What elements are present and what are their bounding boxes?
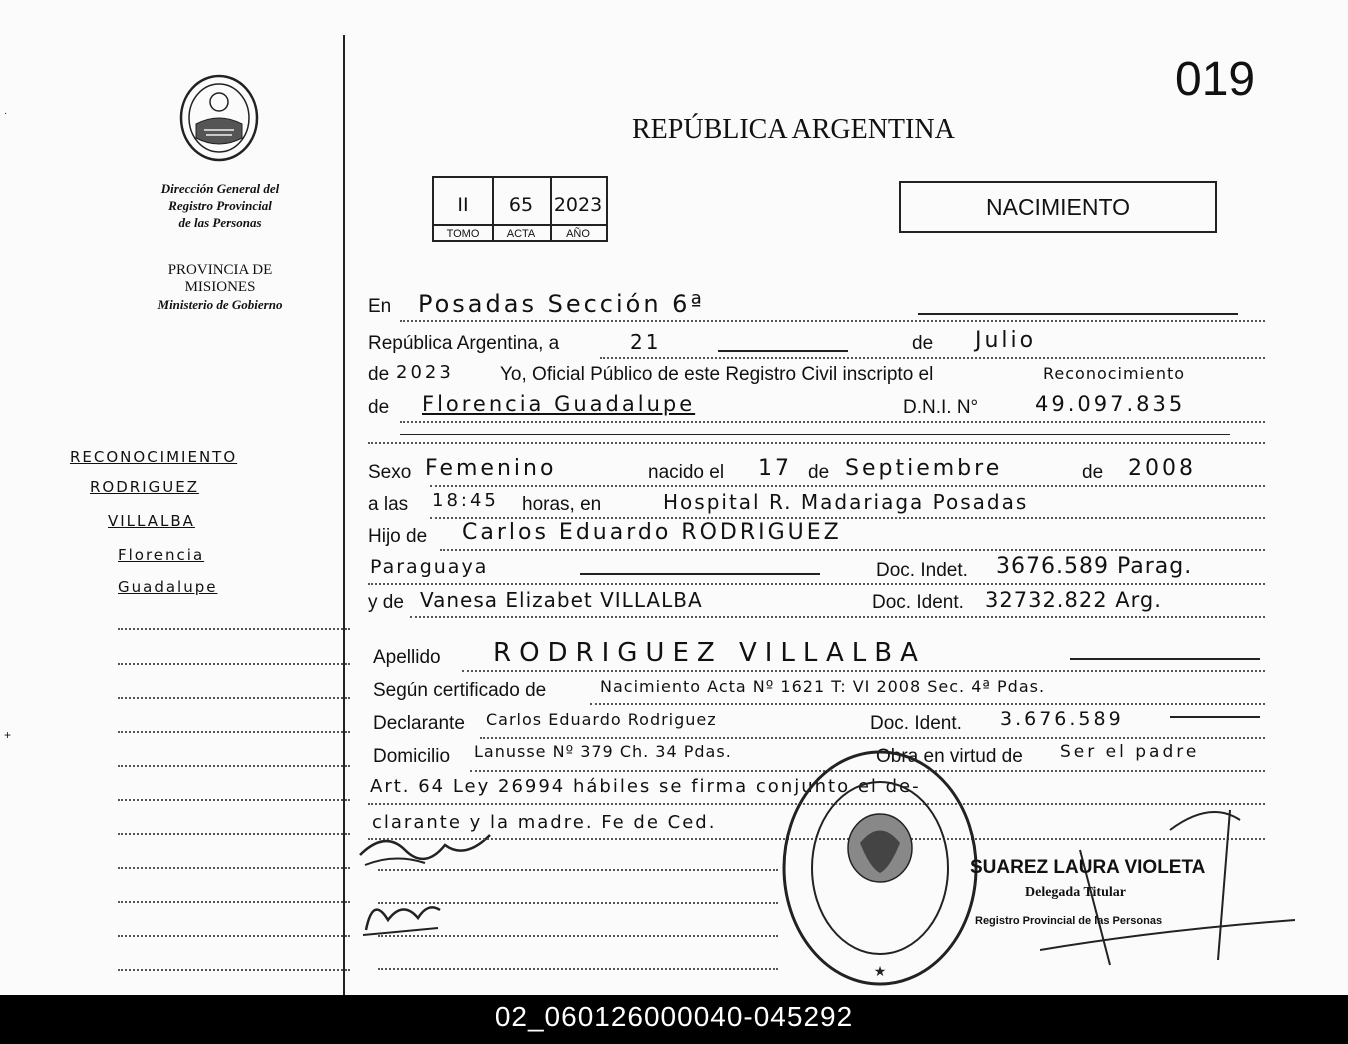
dotted-line (378, 968, 778, 970)
svg-text:★: ★ (873, 964, 887, 980)
agency-line-3: de las Personas (178, 215, 262, 230)
en-label: En (368, 296, 392, 317)
ministry-line: Ministerio de Gobierno (157, 297, 283, 312)
province-line-2: MISIONES (184, 279, 256, 295)
officer-role: Delegada Titular (1025, 885, 1126, 900)
birth-place: Hospital R. Madariaga Posadas (663, 490, 1029, 514)
dotted-line (400, 320, 1265, 322)
legal-note-1: Art. 64 Ley 26994 hábiles se firma conjunto el de- (370, 776, 921, 797)
de-label: de (368, 364, 390, 385)
year-value: 2023 (396, 362, 454, 383)
father-doc-label: Doc. Indet. (876, 560, 968, 581)
acta-label: ACTA (492, 224, 550, 242)
dotted-line (368, 442, 1265, 444)
acta-value: 65 (508, 194, 534, 216)
father-nationality: Paraguaya (370, 556, 489, 578)
registry-box (432, 176, 608, 242)
declarante-label: Declarante (373, 713, 465, 734)
nacido-label: nacido el (648, 462, 725, 483)
birth-time: 18:45 (432, 490, 499, 511)
hijo-label: Hijo de (368, 526, 428, 547)
sexo-value: Femenino (425, 456, 557, 481)
marginal-note-1: RECONOCIMIENTO (70, 448, 238, 466)
record-type: NACIMIENTO (986, 194, 1130, 220)
dotted-line (480, 737, 1265, 739)
edge-mark: + (4, 728, 12, 742)
official-text: Yo, Oficial Público de este Registro Civil inscripto el (500, 364, 934, 385)
address-value: Lanusse Nº 379 Ch. 34 Pdas. (474, 742, 732, 761)
fill-line (580, 573, 820, 575)
left-dotted-line (118, 697, 350, 699)
anio-value: 2023 (553, 194, 603, 216)
marginal-note-3: VILLALBA (108, 512, 195, 530)
agency-line-1: Dirección General del (160, 181, 280, 196)
dotted-line (378, 935, 778, 937)
left-dotted-line (118, 901, 350, 903)
mother-name: Vanesa Elizabet VILLALBA (420, 588, 703, 612)
fill-line (1070, 658, 1260, 660)
declarant-doc-label: Doc. Ident. (870, 713, 962, 734)
left-dotted-line (118, 731, 350, 733)
obra-label: Obra en virtud de (876, 746, 1023, 767)
day-value: 21 (630, 330, 662, 354)
dotted-line (378, 869, 778, 871)
dotted-line (440, 549, 1265, 551)
left-dotted-line (118, 628, 350, 630)
vertical-divider (343, 35, 345, 995)
dotted-line (430, 485, 1265, 487)
birth-day: 17 (758, 456, 792, 481)
dotted-line (430, 517, 1265, 519)
record-type-box (899, 181, 1217, 233)
obra-value: Ser el padre (1060, 742, 1200, 762)
dni-label: D.N.I. N° (903, 397, 979, 418)
inscription-value: Reconocimiento (1043, 364, 1186, 383)
officer-office: Registro Provincial de las Personas (975, 915, 1163, 927)
dotted-line (410, 616, 1265, 618)
left-dotted-line (118, 765, 350, 767)
document-id-footer (0, 995, 1348, 1044)
left-dotted-line (118, 969, 350, 971)
birth-month: Septiembre (845, 456, 1003, 481)
child-name: Florencia Guadalupe (422, 392, 696, 416)
left-dotted-line (118, 833, 350, 835)
month-value: Julio (975, 328, 1037, 353)
country-title: REPÚBLICA ARGENTINA (632, 114, 955, 145)
mother-doc-label: Doc. Ident. (872, 592, 964, 613)
folio-number: 019 (1175, 53, 1256, 106)
left-dotted-line (118, 935, 350, 937)
fill-line (918, 313, 1238, 315)
tomo-label: TOMO (434, 224, 492, 242)
surname-value: RODRIGUEZ VILLALBA (493, 638, 926, 668)
rep-label: República Argentina, a (368, 333, 560, 354)
dotted-line (462, 670, 1265, 672)
dotted-line (600, 357, 1265, 359)
marginal-note-2: RODRIGUEZ (90, 478, 199, 496)
dni-value: 49.097.835 (1035, 392, 1186, 416)
father-doc: 3676.589 Parag. (996, 554, 1193, 579)
apellido-label: Apellido (373, 647, 441, 668)
segun-label: Según certificado de (373, 680, 547, 701)
fill-line (400, 434, 1230, 435)
sexo-label: Sexo (368, 462, 412, 483)
alas-label: a las (368, 494, 409, 515)
left-dotted-line (118, 799, 350, 801)
horas-label: horas, en (522, 494, 602, 515)
marginal-note-5: Guadalupe (118, 578, 218, 596)
agency-line-2: Registro Provincial (168, 198, 272, 213)
signature-scribble (358, 890, 448, 940)
dotted-line (590, 703, 1265, 705)
de-label: de (808, 462, 830, 483)
de-label: de (368, 397, 390, 418)
father-name: Carlos Eduardo RODRIGUEZ (462, 520, 842, 545)
domicilio-label: Domicilio (373, 746, 451, 767)
declarant-doc: 3.676.589 (1000, 708, 1124, 730)
de-label: de (1082, 462, 1104, 483)
document-id: 02_060126000040-045292 (494, 1001, 854, 1032)
official-seal-stamp (780, 748, 980, 988)
fill-line (1170, 716, 1260, 718)
declarant-name: Carlos Eduardo Rodriguez (486, 710, 717, 729)
de-label: de (912, 333, 934, 354)
birth-year: 2008 (1128, 456, 1196, 481)
anio-label: AÑO (550, 224, 606, 242)
marginal-note-4: Florencia (118, 546, 205, 564)
fill-line (718, 350, 848, 352)
left-dotted-line (118, 663, 350, 665)
dotted-line (378, 902, 778, 904)
legal-note-2: clarante y la madre. Fe de Ced. (372, 812, 717, 833)
province-seal-logo (176, 72, 262, 164)
left-dotted-line (118, 867, 350, 869)
edge-mark: · (4, 108, 8, 119)
place-value: Posadas Sección 6ª (418, 290, 705, 318)
dotted-line (400, 421, 1265, 423)
officer-name: SUAREZ LAURA VIOLETA (970, 857, 1206, 878)
mother-doc: 32732.822 Arg. (985, 588, 1162, 612)
certificate-value: Nacimiento Acta Nº 1621 T: VI 2008 Sec. 4ª Pdas. (600, 677, 1046, 696)
dotted-line (368, 583, 1265, 585)
yde-label: y de (368, 592, 404, 613)
tomo-value: II (457, 194, 469, 216)
province-line-1: PROVINCIA DE (167, 262, 273, 278)
